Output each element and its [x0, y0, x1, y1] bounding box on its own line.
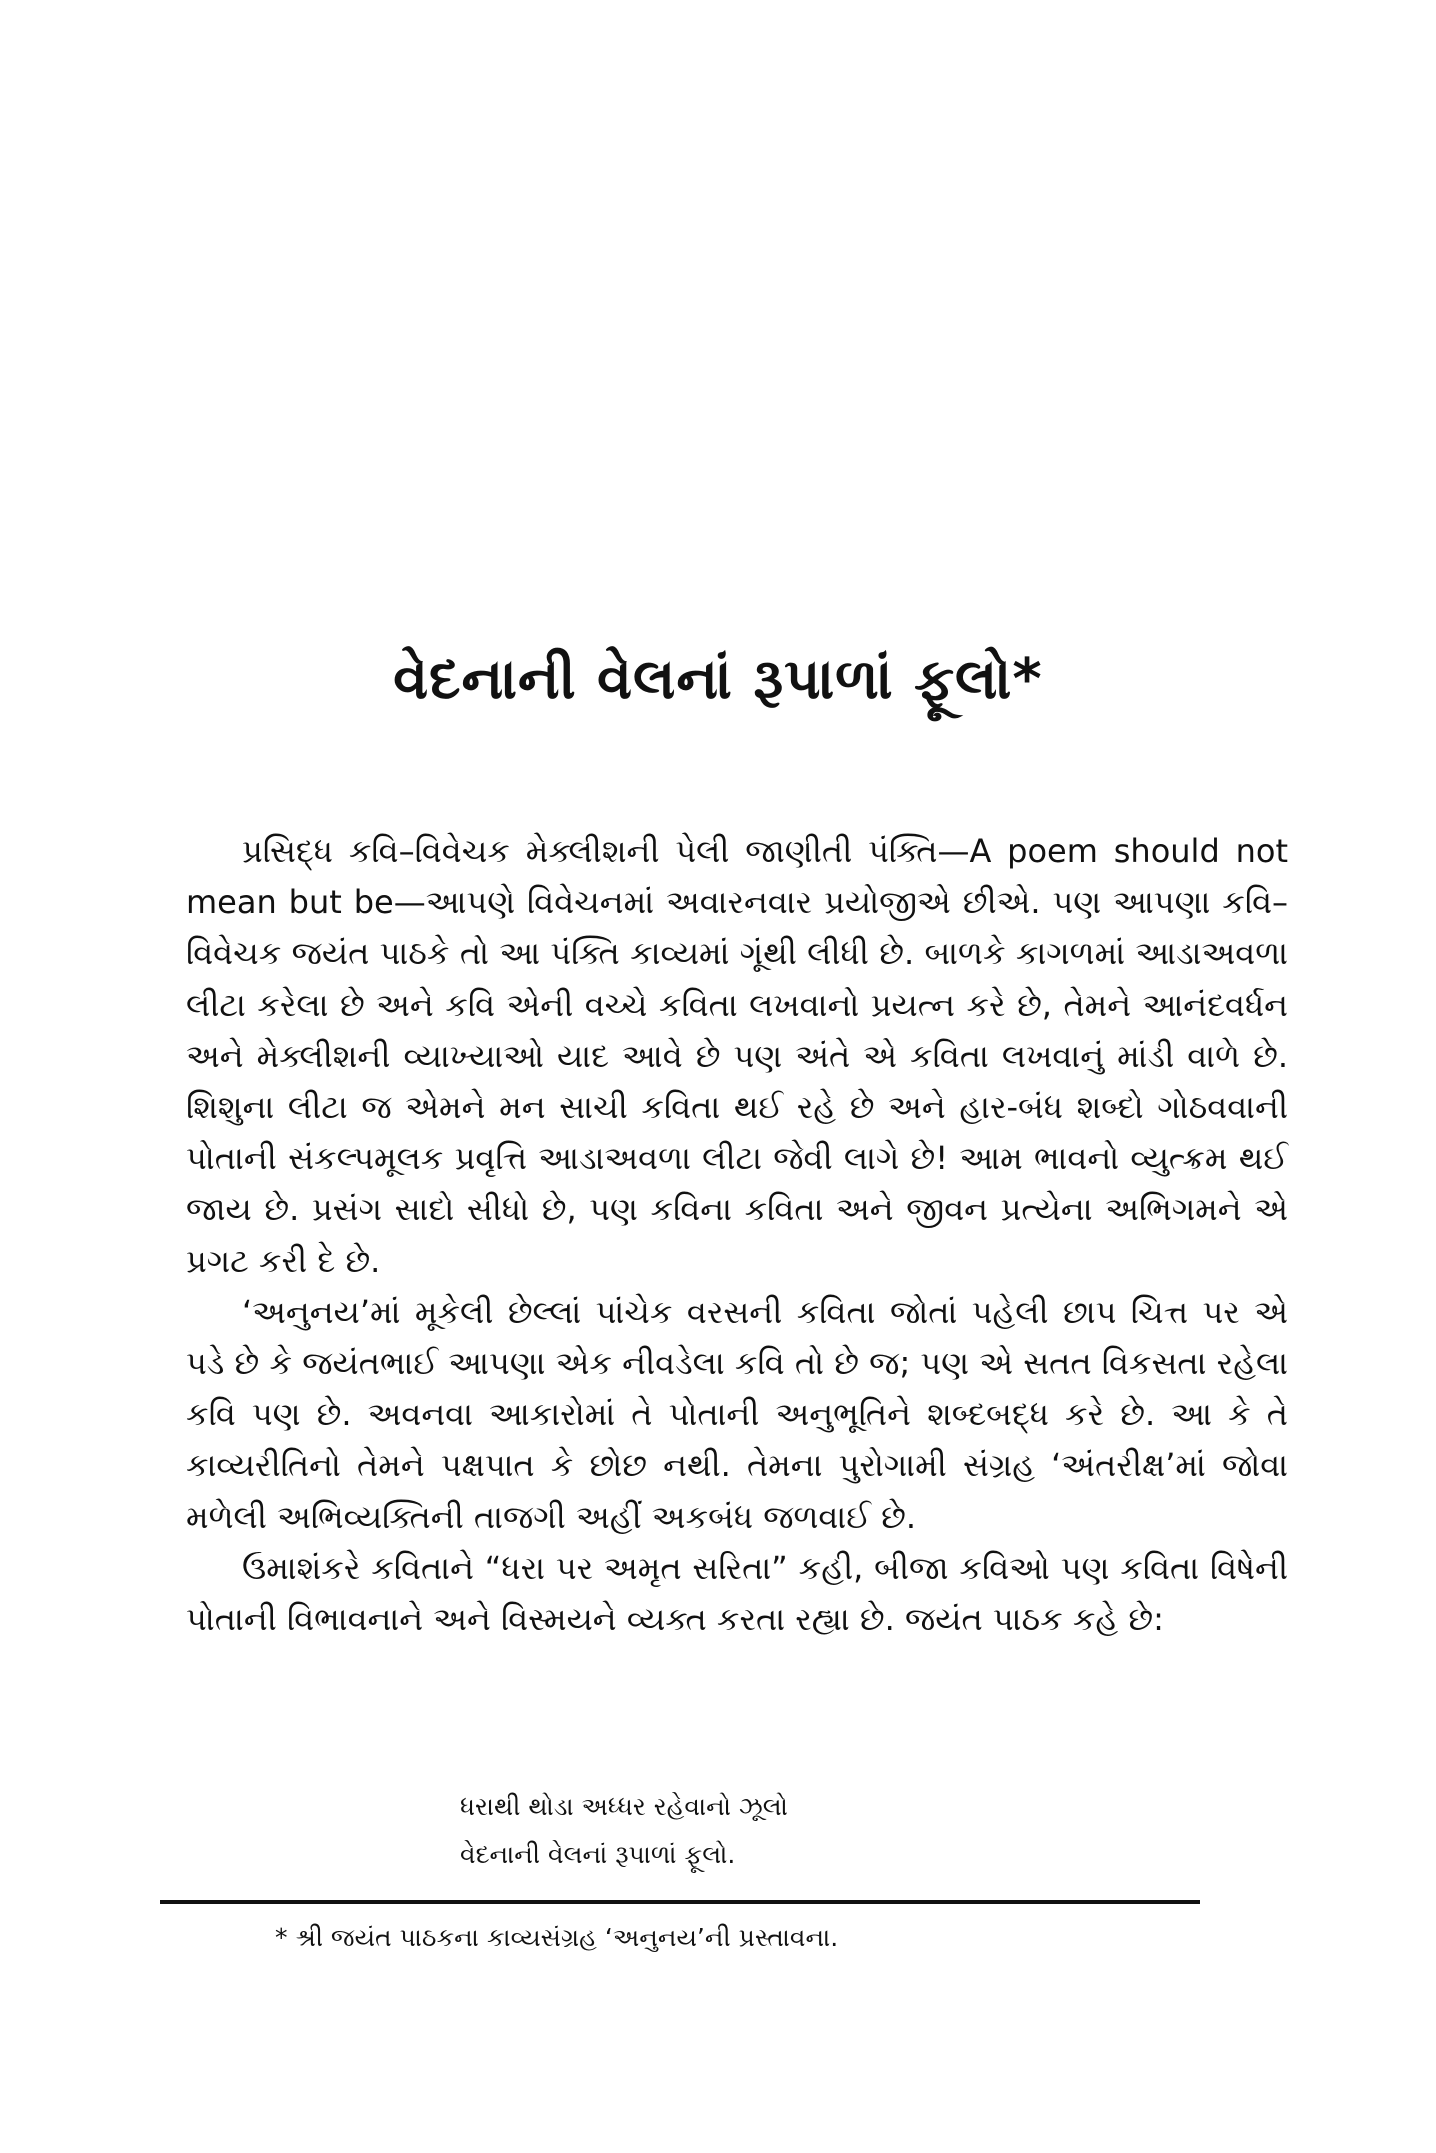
- page-title: વેદનાની વેલનાં રૂપાળાં ફૂલો*: [393, 647, 1043, 712]
- body-text: [186, 826, 1288, 1645]
- footnote: * શ્રી જયંત પાઠકના કાવ્યસંગ્રહ ‘અનુનય’ની પ્રસ્તાવના.: [275, 1923, 839, 1952]
- paragraph-1: પ્રસિદ્ધ કવિ–વિવેચક મેક્લીશની પેલી જાણીતી પંક્તિ—A poem should not mean but be—આપણે વિવેચનમાં અવારનવાર પ્રયોજીએ છીએ. પણ આપણા કવિ–વિવેચક જયંત પાઠકે તો આ પંક્તિ કાવ્યમાં ગૂંથી લીધી છે. બાળકે કાગળમાં આડાઅવળા લીટા કરેલા છે અને કવિ એની વચ્ચે કવિતા લખવાનો પ્રયત્ન કરે છે, તેમને આનંદવર્ધન અને મેક્લીશની વ્યાખ્યાઓ યાદ આવે છે પણ અંતે એ કવિતા લખવાનું માંડી વાળે છે. શિશુના લીટા જ એમને મન સાચી કવિતા થઈ રહે છે અને હાર-બંધ શબ્દો ગોઠવવાની પોતાની સંકલ્પમૂલક પ્રવૃત્તિ આડાઅવળા લીટા જેવી લાગે છે! આમ ભાવનો વ્યુત્ક્રમ થઈ જાય છે. પ્રસંગ સાદો સીધો છે, પણ કવિના કવિતા અને જીવન પ્રત્યેના અભિગમને એ પ્રગટ કરી દે છે.: [186, 832, 1288, 1280]
- paragraph-2: ‘અનુનય’માં મૂકેલી છેલ્લાં પાંચેક વરસની કવિતા જોતાં પહેલી છાપ ચિત્ત પર એ પડે છે કે જયંતભાઈ આપણા એક નીવડેલા કવિ તો છે જ; પણ એ સતત વિકસતા રહેલા કવિ પણ છે. અવનવા આકારોમાં તે પોતાની અનુભૂતિને શબ્દબદ્ધ કરે છે. આ કે તે કાવ્યરીતિનો તેમને પક્ષપાત કે છોછ નથી. તેમના પુરોગામી સંગ્રહ ‘અંતરીક્ષ’માં જોવા મળેલી અભિવ્યક્તિની તાજગી અહીં અકબંધ જળવાઈ છે.: [186, 1292, 1288, 1536]
- verse-line-2: વેદનાની વેલનાં રૂપાળાં ફૂલો.: [460, 1840, 736, 1869]
- verse-line-1: ધરાથી થોડા અધ્ધર રહેવાનો ઝૂલો: [460, 1792, 788, 1821]
- paragraph-3: ઉમાશંકરે કવિતાને “ધરા પર અમૃત સરિતા” કહી, બીજા કવિઓ પણ કવિતા વિષેની પોતાની વિભાવનાને અને વિસ્મયને વ્યક્ત કરતા રહ્યા છે. જયંત પાઠક કહે છે:: [186, 1548, 1288, 1639]
- footnote-divider: [160, 1900, 1200, 1904]
- verse-quote: [460, 1783, 788, 1879]
